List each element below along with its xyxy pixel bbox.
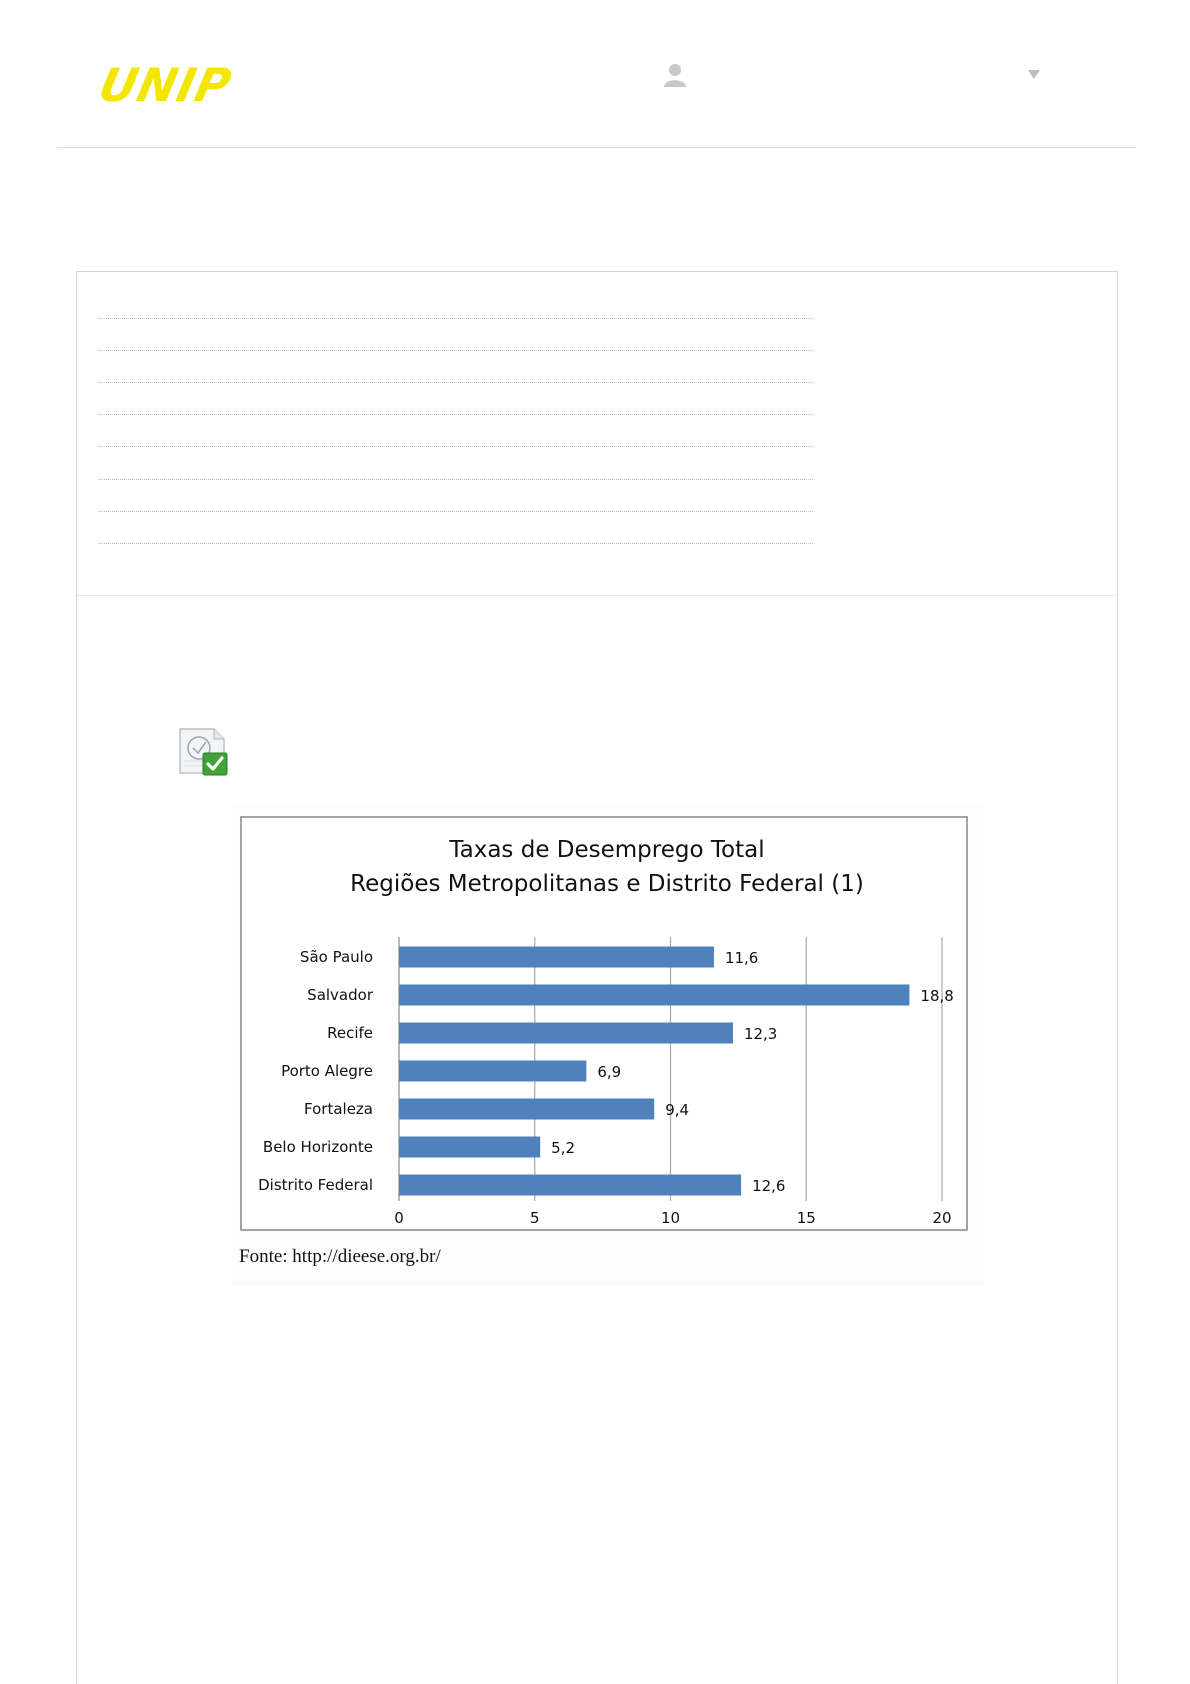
value-label: 6,9 — [597, 1063, 622, 1081]
bar — [399, 985, 909, 1006]
text-line — [99, 414, 813, 415]
text-line — [99, 318, 813, 319]
chevron-down-icon[interactable] — [1026, 68, 1042, 80]
bar — [399, 1023, 733, 1044]
category-label: Fortaleza — [304, 1100, 373, 1118]
bar — [399, 1175, 741, 1196]
text-line — [99, 446, 813, 447]
text-line — [99, 479, 813, 480]
x-tick-label: 5 — [529, 1209, 540, 1227]
text-line — [99, 511, 813, 512]
bar — [399, 1099, 654, 1120]
x-tick-label: 0 — [394, 1209, 404, 1227]
bar — [399, 1061, 586, 1082]
bar — [399, 1137, 540, 1158]
chart-title-line-1: Taxas de Desemprego Total — [449, 837, 765, 863]
value-label: 18,8 — [920, 987, 954, 1005]
unip-logo[interactable] — [94, 58, 290, 112]
x-tick-label: 20 — [932, 1209, 952, 1227]
answer-checked-icon[interactable] — [178, 727, 230, 777]
category-label: Salvador — [307, 986, 373, 1004]
category-label: Belo Horizonte — [262, 1138, 373, 1156]
x-tick-label: 10 — [660, 1209, 681, 1227]
text-line — [99, 382, 813, 383]
unemployment-bar-chart — [232, 804, 984, 1244]
value-label: 12,6 — [752, 1177, 786, 1195]
value-label: 5,2 — [551, 1139, 576, 1157]
text-line — [99, 543, 813, 544]
value-label: 12,3 — [743, 1025, 778, 1043]
user-icon[interactable] — [663, 62, 687, 88]
header-divider — [57, 147, 1136, 148]
category-label: Distrito Federal — [258, 1176, 373, 1194]
chart-source: Fonte: http://dieese.org.br/ — [239, 1246, 441, 1267]
logo-text: UNIP — [94, 58, 237, 112]
page-header — [0, 0, 1190, 148]
category-label: Porto Alegre — [281, 1062, 373, 1080]
category-label: Recife — [327, 1024, 373, 1042]
bar — [399, 947, 714, 968]
category-label: São Paulo — [299, 948, 373, 966]
question-text-panel — [77, 272, 1117, 596]
chart-title-line-2: Regiões Metropolitanas e Distrito Federal (1) — [350, 871, 864, 897]
x-tick-label: 15 — [796, 1209, 816, 1227]
value-label: 9,4 — [665, 1101, 690, 1119]
value-label: 11,6 — [724, 949, 759, 967]
chart-figure — [232, 804, 984, 1286]
text-line — [99, 350, 813, 351]
